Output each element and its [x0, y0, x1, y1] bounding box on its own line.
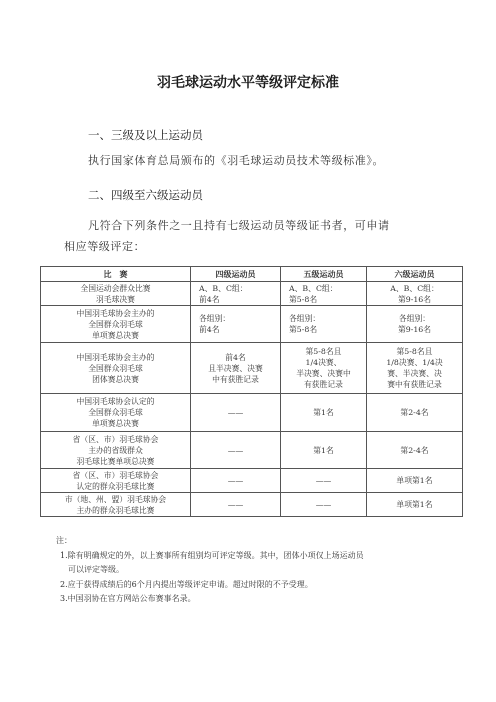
cell-text: 第5-8名: [289, 294, 318, 304]
table-cell-level5: [281, 394, 367, 432]
cell-text: 团体赛总决赛: [92, 374, 139, 384]
cell-text: 全国运动会群众比赛: [80, 283, 151, 293]
cell-text: 第5-8名且: [305, 347, 342, 356]
table-row: [41, 306, 463, 343]
cell-text: 1/8决赛、1/4决: [386, 358, 443, 367]
cell-text: 羽毛球决赛: [96, 294, 135, 304]
cell-text: 第9-16名: [397, 325, 432, 334]
table-cell-level5: [281, 282, 367, 306]
cell-text: 半决赛、决赛中: [296, 369, 351, 378]
note-item: 3.中国羽协在官方网站公布赛事名录。: [60, 594, 196, 603]
table-cell-level6: [367, 394, 463, 432]
table-row: [41, 343, 463, 394]
cell-text: 第1名: [313, 445, 334, 455]
header-level-4: 四级运动员: [191, 267, 281, 282]
cell-text: 全国群众羽毛球: [88, 363, 143, 373]
header-level-5: 五级运动员: [281, 267, 367, 282]
table-cell-level6: [367, 493, 463, 517]
cell-text: 省（区、市）羽毛球协会: [72, 434, 159, 444]
table-cell-event: [41, 469, 191, 493]
table-cell-event: [41, 282, 191, 306]
cell-text: 单项第1名: [396, 476, 433, 485]
section-2-text-line-1: 凡符合下列条件之一且持有七级运动员等级证书者，可申请: [88, 219, 390, 232]
cell-text: 主办的省级群众: [88, 445, 143, 455]
cell-text: 中国羽毛球协会认定的: [76, 397, 155, 406]
note-item: 1.除有明确规定的外，以上赛事所有组别均可评定等级。其中，团体小项仅上场运动员: [60, 550, 364, 560]
cell-text: A、B、C组：: [289, 283, 338, 293]
notes: [56, 534, 470, 607]
table-cell-level6: [367, 282, 463, 306]
table-cell-level5: [281, 493, 367, 517]
cell-text: 市（地、州、盟）羽毛球协会: [64, 494, 167, 504]
cell-text: 第2-4名: [400, 408, 429, 417]
cell-text: ——: [227, 445, 244, 455]
table-header-row: [41, 267, 463, 282]
table-cell-event: [41, 394, 191, 432]
section-heading-1: 一、三级及以上运动员: [88, 128, 203, 142]
cell-text: A、B、C组：: [199, 283, 248, 293]
grading-table: [40, 266, 463, 517]
cell-text: 单项赛总决赛: [92, 330, 139, 340]
header-level-6: 六级运动员: [367, 267, 463, 282]
cell-text: 中国羽毛球协会主办的: [76, 308, 155, 318]
section-heading-2: 二、四级至六级运动员: [88, 188, 203, 202]
section-1-text: 执行国家体育总局颁布的《羽毛球运动员技术等级标准》。: [88, 154, 385, 167]
table-cell-level6: [367, 469, 463, 493]
cell-text: 主办的群众羽毛球比赛: [76, 505, 155, 515]
table-cell-event: [41, 432, 191, 469]
cell-text: 1/4决赛、: [305, 358, 342, 367]
table-cell-level4: [191, 306, 281, 343]
cell-text: ——: [315, 500, 332, 509]
cell-text: 且半决赛、决赛: [208, 363, 263, 373]
table-cell-level4: [191, 394, 281, 432]
note-item: 2.应于获得成绩后的6个月内提出等级评定申请。超过时限的不予受理。: [60, 579, 313, 589]
cell-text: A、B、C组：: [390, 283, 439, 293]
cell-text: 单项赛总决赛: [92, 419, 139, 428]
cell-text: ——: [315, 476, 332, 485]
table-row: [41, 394, 463, 432]
cell-text: 前4名: [199, 294, 220, 304]
table-cell-event: [41, 493, 191, 517]
table-cell-level5: [281, 306, 367, 343]
table-cell-level5: [281, 432, 367, 469]
cell-text: 前4名: [199, 325, 220, 334]
cell-text: 全国群众羽毛球: [88, 408, 143, 417]
cell-text: 有获胜记录: [304, 380, 343, 389]
page-title: 羽毛球运动水平等级评定标准: [157, 75, 339, 91]
header-event: 比 赛: [41, 267, 191, 282]
cell-text: 赛中有获胜记录: [387, 380, 442, 389]
table-cell-level4: [191, 469, 281, 493]
cell-text: 省（区、市）羽毛球协会: [72, 470, 159, 480]
cell-text: 各组别：: [398, 314, 431, 323]
cell-text: 前4名: [225, 352, 246, 362]
table-cell-level4: [191, 343, 281, 394]
cell-text: 羽毛球比赛单项总决赛: [76, 456, 155, 466]
table-row: [41, 469, 463, 493]
cell-text: 第1名: [313, 408, 334, 417]
cell-text: 各组别：: [289, 314, 321, 323]
table-row: [41, 282, 463, 306]
table-cell-level4: [191, 282, 281, 306]
notes-label: 注：: [56, 536, 72, 545]
cell-text: 赛、半决赛、决: [387, 369, 442, 378]
table-cell-event: [41, 343, 191, 394]
cell-text: 单项第1名: [396, 500, 433, 509]
table-cell-level5: [281, 469, 367, 493]
table-row: [41, 432, 463, 469]
table-cell-level6: [367, 343, 463, 394]
cell-text: 第5-8名且: [396, 347, 433, 356]
cell-text: ——: [227, 500, 244, 509]
cell-text: 中国羽毛球协会主办的: [76, 352, 155, 362]
note-item: 可以评定等级。: [60, 565, 124, 574]
table-cell-level6: [367, 306, 463, 343]
cell-text: 中有获胜记录: [212, 374, 259, 384]
cell-text: ——: [227, 476, 244, 485]
table-cell-level4: [191, 493, 281, 517]
table-cell-level5: [281, 343, 367, 394]
table-row: [41, 493, 463, 517]
cell-text: ——: [227, 408, 244, 417]
table-cell-event: [41, 306, 191, 343]
cell-text: 认定的群众羽毛球比赛: [76, 481, 155, 491]
cell-text: 全国群众羽毛球: [88, 319, 143, 329]
cell-text: 各组别：: [199, 314, 231, 323]
table-cell-level6: [367, 432, 463, 469]
cell-text: 第5-8名: [289, 325, 318, 334]
section-2-text-line-2: 相应等级评定：: [64, 240, 146, 253]
cell-text: 第9-16名: [397, 294, 432, 304]
table-cell-level4: [191, 432, 281, 469]
cell-text: 第2-4名: [400, 445, 429, 455]
